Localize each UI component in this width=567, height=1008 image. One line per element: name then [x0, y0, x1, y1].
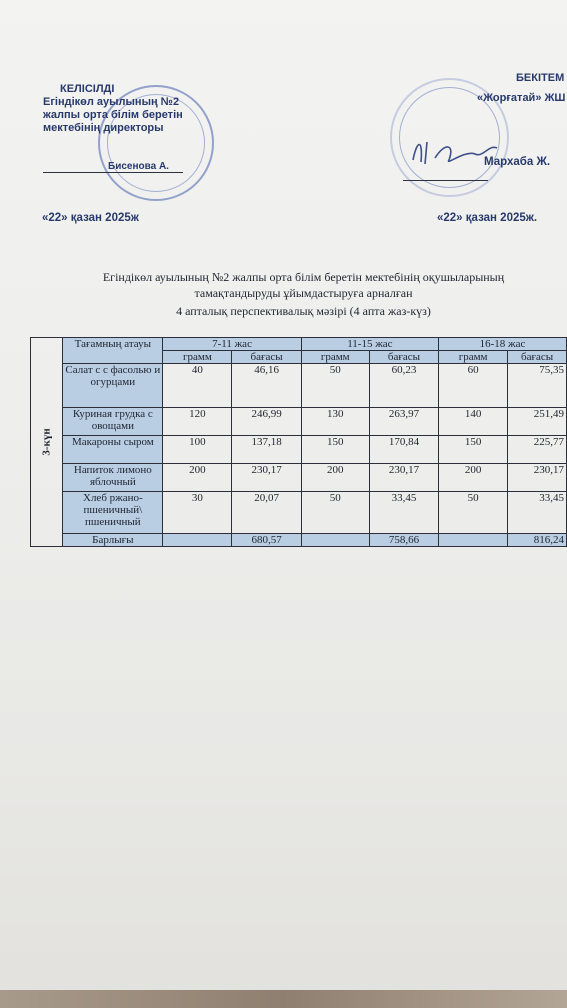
- price-cell: 263,97: [369, 408, 438, 436]
- table-row: [31, 408, 567, 436]
- agreed-line-3: мектебінің директоры: [43, 122, 164, 134]
- day-cell: 3-күн: [31, 338, 63, 547]
- gram-cell: 150: [439, 436, 508, 464]
- approved-heading: БЕКІТЕМ: [516, 72, 565, 84]
- gram-cell: 200: [301, 464, 369, 492]
- gram-header: грамм: [439, 351, 508, 364]
- price-cell: 33,45: [369, 492, 438, 534]
- price-cell: 60,23: [369, 364, 438, 408]
- menu-title-line-2: тамақтандыруды ұйымдастыруға арналған: [194, 286, 413, 300]
- price-header: бағасы: [508, 351, 567, 364]
- menu-title-line-3: 4 апталық перспективалық мәзірі (4 апта жаз-күз): [176, 304, 431, 318]
- approved-date: «22» қазан 2025ж.: [437, 212, 538, 224]
- menu-title-line-1: Егіндікөл ауылының №2 жалпы орта білім беретін мектебінің оқушыларының: [102, 270, 505, 284]
- gram-cell: 130: [301, 408, 369, 436]
- price-cell: 170,84: [369, 436, 438, 464]
- approved-signature-line: [403, 180, 488, 181]
- gram-header: грамм: [163, 351, 232, 364]
- price-cell: 225,77: [508, 436, 567, 464]
- price-cell: 230,17: [508, 464, 567, 492]
- gram-cell: 50: [301, 364, 369, 408]
- gram-cell: 100: [163, 436, 232, 464]
- price-cell: 46,16: [232, 364, 301, 408]
- total-label: Барлығы: [63, 534, 163, 547]
- age-group-11-15: 11-15 жас: [301, 338, 438, 351]
- table-row: [31, 364, 567, 408]
- price-cell: 137,18: [232, 436, 301, 464]
- approved-name: Мархаба Ж.: [484, 156, 551, 168]
- empty-cell: [163, 534, 232, 547]
- table-row: [31, 464, 567, 492]
- table-row: [31, 436, 567, 464]
- price-cell: 230,17: [369, 464, 438, 492]
- price-header: бағасы: [232, 351, 301, 364]
- total-16-18: 816,24: [508, 534, 567, 547]
- price-cell: 251,49: [508, 408, 567, 436]
- age-group-16-18: 16-18 жас: [439, 338, 567, 351]
- approved-org: «Жорғатай» ЖШ: [477, 92, 566, 104]
- dish-name: Хлеб ржано-пшеничный\ пшеничный: [63, 492, 163, 534]
- gram-cell: 140: [439, 408, 508, 436]
- gram-cell: 200: [163, 464, 232, 492]
- total-row: [31, 534, 567, 547]
- price-cell: 246,99: [232, 408, 301, 436]
- agreed-line-2: жалпы орта білім беретін: [43, 109, 183, 121]
- gram-cell: 60: [439, 364, 508, 408]
- gram-cell: 50: [301, 492, 369, 534]
- empty-cell: [439, 534, 508, 547]
- price-header: бағасы: [369, 351, 438, 364]
- dish-name: Куриная грудка с овощами: [63, 408, 163, 436]
- dish-name: Напиток лимоно яблочный: [63, 464, 163, 492]
- gram-header: грамм: [301, 351, 369, 364]
- gram-cell: 50: [439, 492, 508, 534]
- table-row: [31, 492, 567, 534]
- menu-table: [30, 337, 567, 547]
- agreed-date: «22» қазан 2025ж: [42, 212, 139, 224]
- gram-cell: 40: [163, 364, 232, 408]
- total-7-11: 680,57: [232, 534, 301, 547]
- dish-name: Макароны сыром: [63, 436, 163, 464]
- dish-header: Тағамның атауы: [63, 338, 163, 364]
- empty-cell: [301, 534, 369, 547]
- total-11-15: 758,66: [369, 534, 438, 547]
- gram-cell: 30: [163, 492, 232, 534]
- agreed-heading: КЕЛІСІЛДІ: [60, 83, 115, 95]
- gram-cell: 120: [163, 408, 232, 436]
- price-cell: 230,17: [232, 464, 301, 492]
- price-cell: 75,35: [508, 364, 567, 408]
- gram-cell: 150: [301, 436, 369, 464]
- price-cell: 33,45: [508, 492, 567, 534]
- price-cell: 20,07: [232, 492, 301, 534]
- age-group-7-11: 7-11 жас: [163, 338, 301, 351]
- agreed-line-1: Егіндікөл ауылының №2: [43, 96, 180, 108]
- gram-cell: 200: [439, 464, 508, 492]
- agreed-name: Бисенова А.: [108, 161, 169, 172]
- background-surface: [0, 990, 567, 1008]
- dish-name: Салат с с фасолью и огурцами: [63, 364, 163, 408]
